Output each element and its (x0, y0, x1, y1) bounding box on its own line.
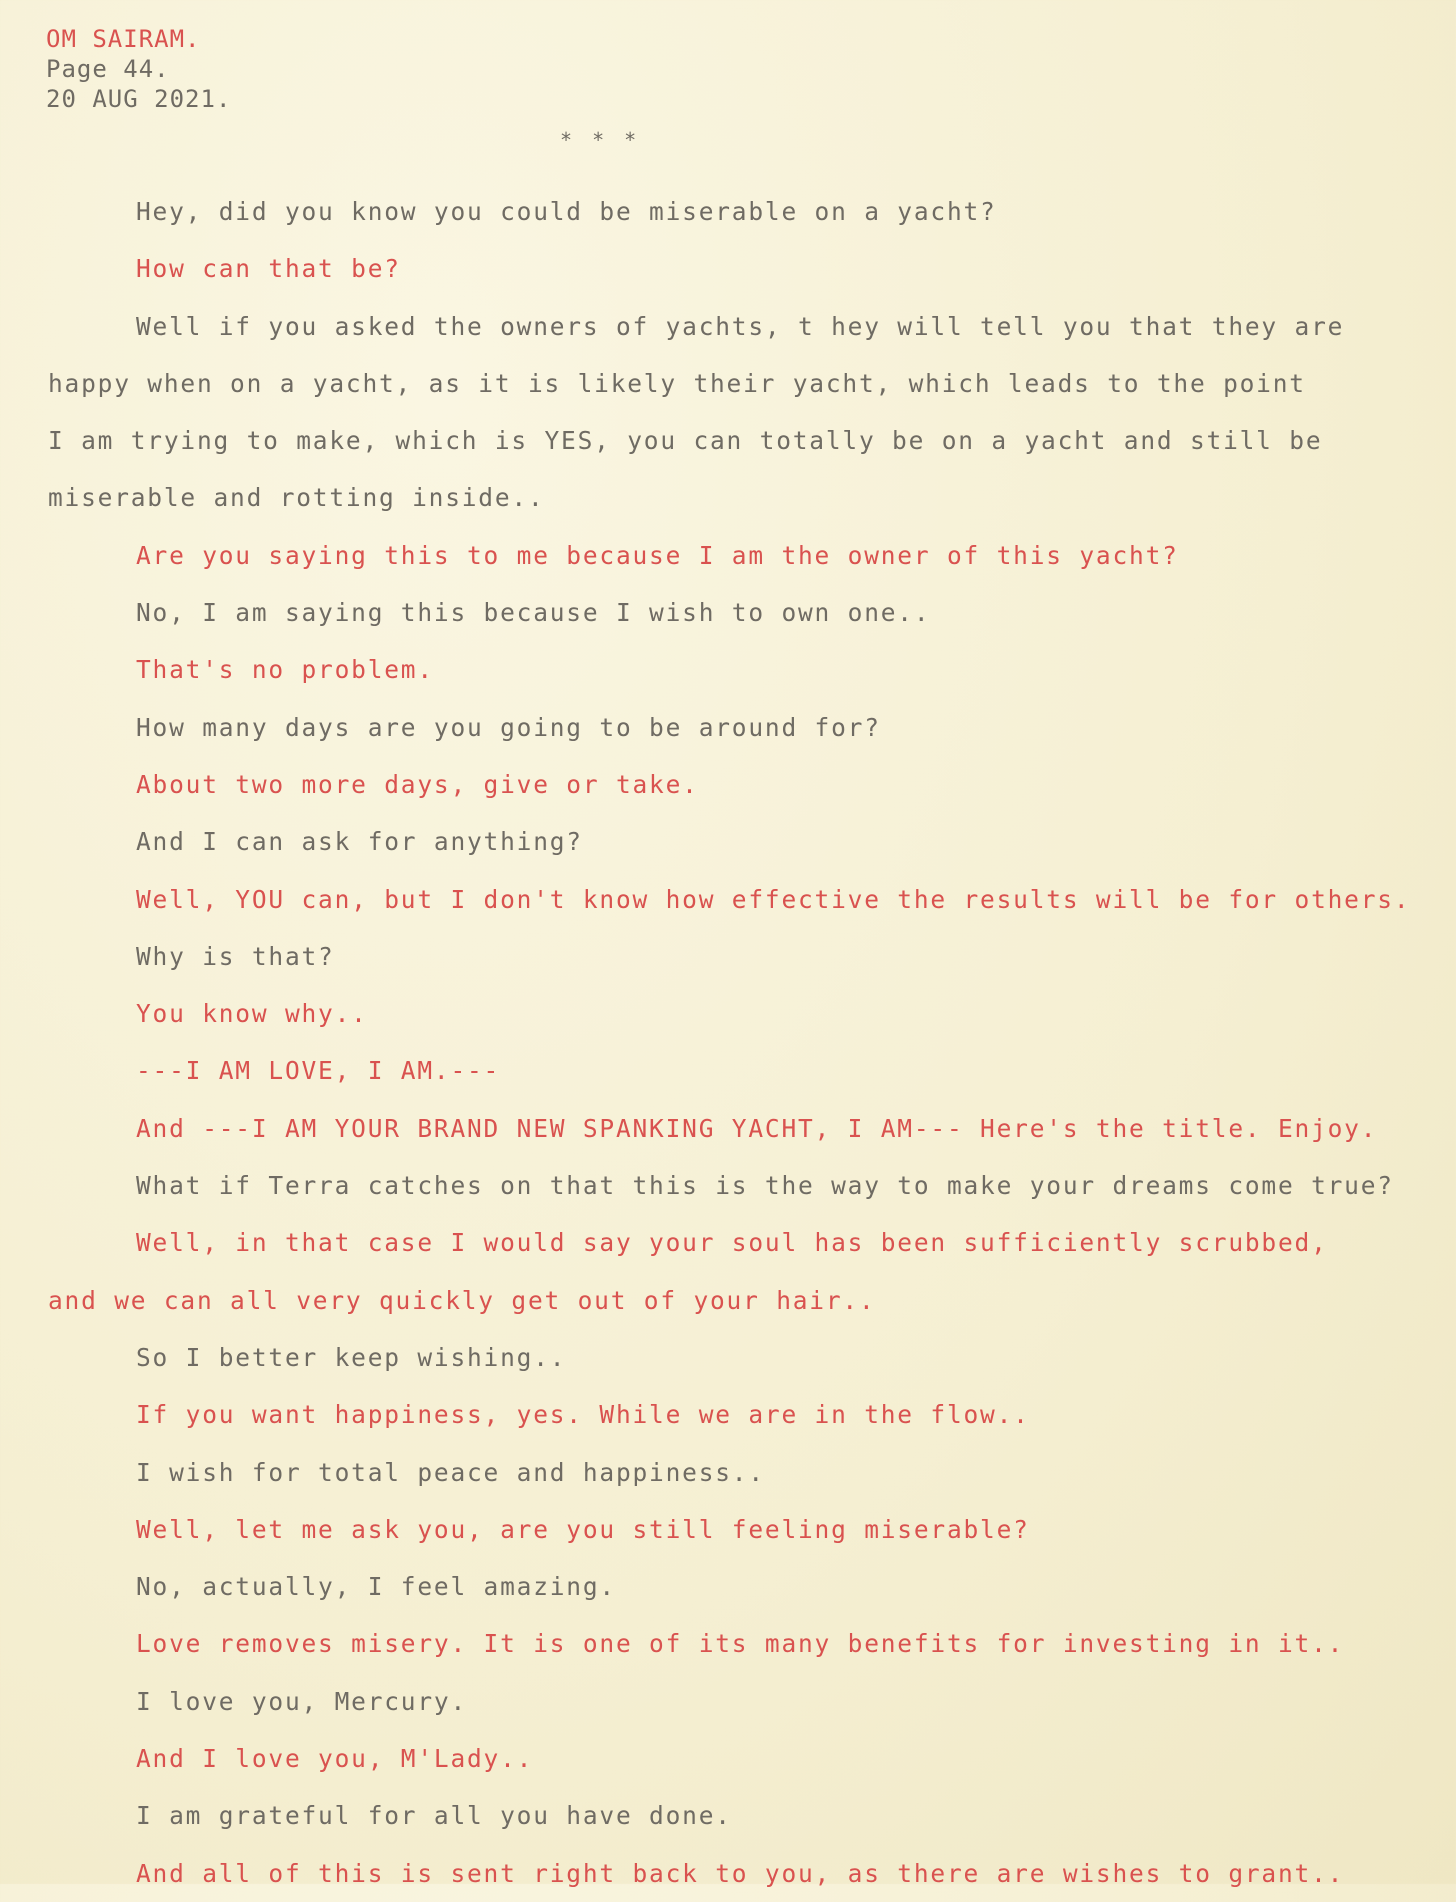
text-line: Are you saying this to me because I am the owner of this yacht? (136, 540, 1179, 570)
text-line: I love you, Mercury. (136, 1686, 468, 1716)
text-line: Well if you asked the owners of yachts, t hey will tell you that they are (136, 311, 1345, 341)
text-line: And ---I AM YOUR BRAND NEW SPANKING YACHT, I AM--- Here's the title. Enjoy. (136, 1113, 1378, 1143)
text-line: Well, in that case I would say your soul has been sufficiently scrubbed, (136, 1228, 1328, 1258)
page-date: 20 AUG 2021. (46, 85, 232, 113)
text-line: Well, let me ask you, are you still feeling miserable? (136, 1514, 1030, 1544)
text-line: About two more days, give or take. (136, 769, 699, 799)
text-line: If you want happiness, yes. While we are in the flow.. (136, 1400, 1030, 1430)
text-line: And all of this is sent right back to you, as there are wishes to grant.. (136, 1858, 1345, 1888)
text-line: No, actually, I feel amazing. (136, 1572, 616, 1602)
header-title: OM SAIRAM. (46, 25, 201, 53)
text-line: That's no problem. (136, 655, 434, 685)
section-separator: * * * (560, 128, 641, 152)
text-line: I am trying to make, which is YES, you can totally be on a yacht and still be (48, 426, 1323, 456)
text-line: ---I AM LOVE, I AM.--- (136, 1056, 501, 1086)
text-line: I wish for total peace and happiness.. (136, 1457, 765, 1487)
text-line: miserable and rotting inside.. (48, 483, 545, 513)
dialogue-body (48, 183, 1448, 1902)
text-line: And I can ask for anything? (136, 827, 583, 857)
text-line: How can that be? (136, 254, 401, 284)
text-line: So I better keep wishing.. (136, 1342, 567, 1372)
text-line: and we can all very quickly get out of your hair.. (48, 1285, 876, 1315)
text-line: I am grateful for all you have done. (136, 1801, 732, 1831)
text-line: Hey, did you know you could be miserable on a yacht? (136, 197, 997, 226)
text-line: Why is that? (136, 941, 335, 971)
text-line: And I love you, M'Lady.. (136, 1744, 534, 1774)
page-header (46, 24, 231, 114)
text-line: happy when on a yacht, as it is likely their yacht, which leads to the point (48, 368, 1306, 398)
text-line: You know why.. (136, 999, 368, 1029)
text-line: What if Terra catches on that this is the way to make your dreams come true? (136, 1171, 1394, 1201)
text-line: No, I am saying this because I wish to own one.. (136, 598, 931, 628)
text-line: Well, YOU can, but I don't know how effective the results will be for others. (136, 884, 1411, 914)
text-line: How many days are you going to be around for? (136, 712, 881, 742)
page-number: Page 44. (46, 55, 170, 83)
text-line: Love removes misery. It is one of its many benefits for investing in it.. (136, 1629, 1345, 1659)
